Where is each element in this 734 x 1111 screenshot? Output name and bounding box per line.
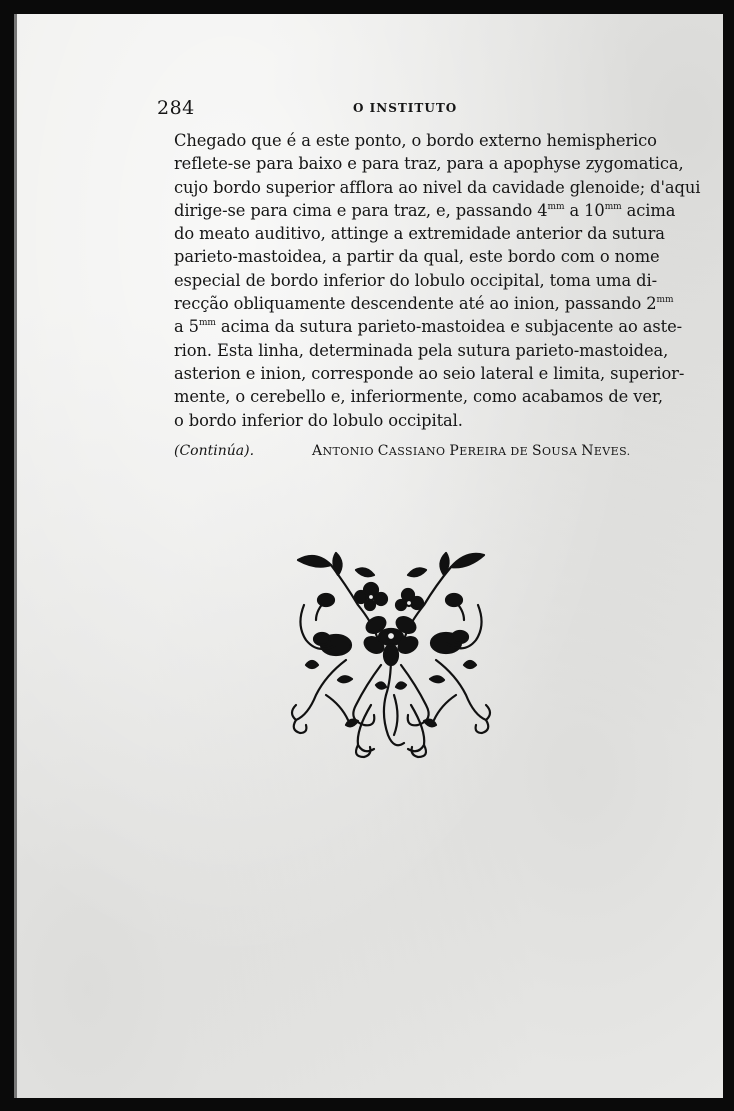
floral-ornament-icon (286, 545, 496, 760)
byline (157, 443, 635, 465)
author-initial: C (377, 442, 389, 459)
unit-superscript: mm (547, 201, 565, 212)
body-line: parieto-mastoidea, a partir da qual, este bordo com o nome (174, 247, 660, 267)
body-line (157, 199, 676, 222)
body-line-text: recção obliquamente descendente até ao inion, passando 2 (174, 294, 657, 314)
running-title: O INSTITUTO (353, 101, 458, 115)
unit-superscript: mm (656, 295, 674, 306)
continued-note: (Continúa). (174, 442, 255, 459)
body-line-text: dirige-se para cima e para traz, e, passando 4 (174, 200, 548, 220)
body-line: cujo bordo superior afflora ao nivel da cavidade glenoide; d'aqui (174, 177, 701, 197)
body-line-text: acima da sutura parieto-mastoidea e subjacente ao aste- (215, 317, 683, 337)
body-line: rion. Esta linha, determinada pela sutura parieto-mastoidea, (174, 340, 669, 360)
body-line-text: a 10 (564, 200, 605, 220)
author-smallcaps: OUSA (541, 444, 582, 458)
body-line: especial de bordo inferior do lobulo occipital, toma uma di- (174, 270, 657, 290)
body-line: o bordo inferior do lobulo occipital. (174, 410, 463, 430)
page-number: 284 (157, 97, 195, 119)
author-smallcaps: EREIRA DE (459, 444, 532, 458)
body-line-text: a 5 (174, 317, 199, 337)
text-block (157, 97, 701, 465)
body-line (157, 292, 674, 315)
running-head (157, 97, 635, 123)
author-initial: P (449, 442, 460, 459)
unit-superscript: mm (604, 201, 622, 212)
unit-superscript: mm (198, 318, 216, 329)
author-smallcaps: ASSIANO (388, 444, 450, 458)
author-name (312, 443, 631, 459)
body-line: reflete-se para baixo e para traz, para a apophyse zygomatica, (174, 154, 684, 174)
body-line: asterion e inion, corresponde ao seio lateral e limita, superior- (174, 363, 685, 383)
author-initial: N (581, 442, 594, 459)
body-line-text: acima (621, 200, 676, 220)
author-initial: A (312, 442, 323, 459)
author-smallcaps: NTONIO (322, 444, 378, 458)
author-initial: S (531, 442, 542, 459)
author-smallcaps: EVES. (593, 444, 631, 458)
body-line: do meato auditivo, attinge a extremidade anterior da sutura (174, 224, 665, 244)
body-line: mente, o cerebello e, inferiormente, como acabamos de ver, (174, 387, 663, 407)
body-line (157, 315, 683, 338)
body-line: Chegado que é a este ponto, o bordo externo hemispherico (174, 131, 657, 150)
body-paragraph (157, 129, 701, 432)
